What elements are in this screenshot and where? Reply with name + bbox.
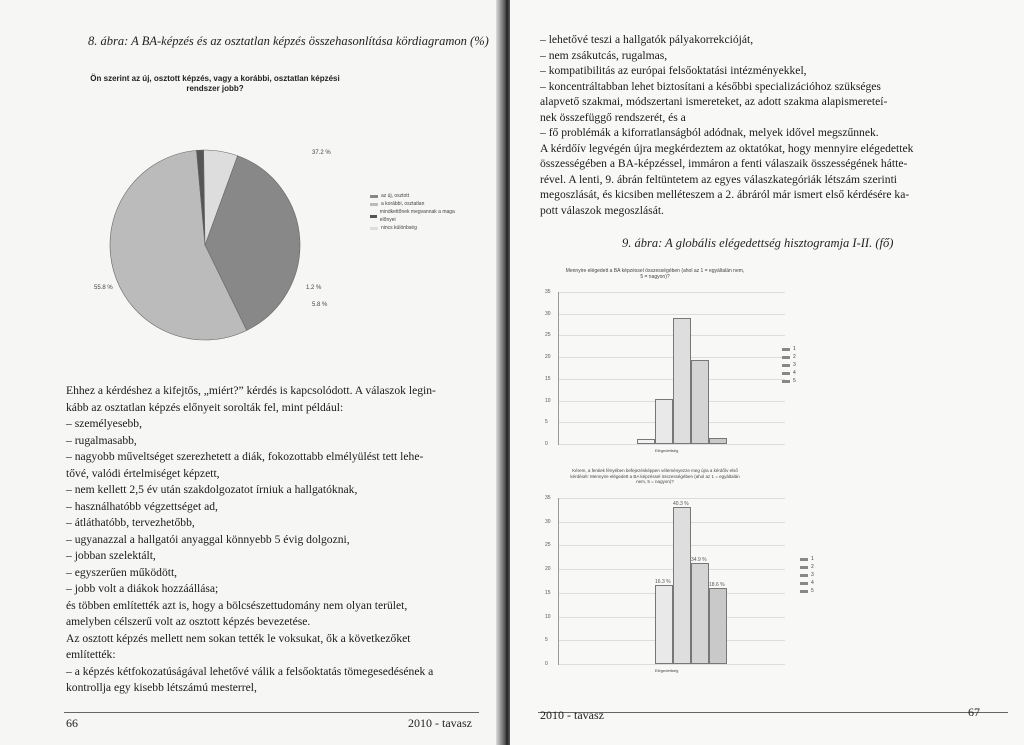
chart2-title	[545, 468, 765, 485]
footer-rule-right	[538, 712, 1008, 713]
y-tick-label: 5	[545, 637, 548, 644]
legend-label: 4	[793, 370, 796, 376]
text-line: és többen említették azt is, hogy a bölcsészettudomány nem olyan terület,	[66, 598, 408, 612]
legend-label: 3	[793, 362, 796, 368]
gridline	[559, 545, 785, 546]
legend-swatch	[370, 203, 378, 206]
pie-label-a: 37.2 %	[312, 150, 331, 156]
histogram-bar	[691, 360, 709, 445]
y-tick-label: 25	[545, 542, 551, 549]
legend-item	[800, 555, 814, 563]
text-line: – koncentráltabban lehet biztosítani a későbbi specializációhoz szükséges	[540, 79, 881, 93]
bar-value-label: 40.3 %	[673, 501, 689, 508]
gridline	[559, 444, 785, 445]
text-line: – nagyobb műveltséget szerezhetett a diák, fokozottabb elmélyülést tett lehe-	[66, 450, 424, 463]
text-line: – személyesebb,	[66, 417, 142, 430]
legend-swatch	[782, 372, 790, 375]
legend-label: 5	[793, 378, 796, 384]
legend-label: nincs különbség	[381, 225, 417, 231]
histogram-2	[545, 495, 785, 667]
legend-label: 2	[793, 354, 796, 360]
histogram-bar	[637, 439, 655, 444]
y-tick-label: 0	[545, 661, 548, 667]
text-line: amelyben célszerű volt az osztott képzés bevezetése.	[66, 615, 311, 628]
histogram-bar	[673, 507, 691, 664]
legend-label: 1	[811, 556, 814, 562]
text-line: összességében a BA-képzéssel, immáron a fenti válaszaik összességének hátte-	[540, 157, 908, 170]
bar-value-label: 16.3 %	[655, 578, 671, 585]
histogram-bar	[691, 563, 709, 664]
text-line: – jobb volt a diákok hozzáállása;	[66, 582, 219, 595]
histogram-2-legend	[800, 555, 814, 595]
histogram-bar	[709, 588, 727, 664]
histogram-1-legend	[782, 345, 796, 385]
y-tick-label: 15	[545, 375, 551, 382]
pie-chart	[100, 140, 310, 350]
footer-rule	[64, 712, 479, 713]
text-line: – nem kellett 2,5 év után szakdolgozatot írniuk a hallgatóknak,	[66, 483, 358, 496]
pie-label-d: 5.8 %	[312, 302, 328, 308]
left-page	[0, 0, 502, 745]
gridline	[559, 569, 785, 570]
legend-label: 1	[793, 346, 796, 352]
text-line: – használhatóbb végzettséget ad,	[66, 499, 218, 513]
legend-swatch	[800, 558, 808, 561]
legend-item	[800, 587, 814, 595]
text-line: kább az osztatlan képzés előnyeit sorolták fel, mint például:	[66, 400, 344, 414]
legend-swatch	[782, 348, 790, 351]
text-line: – nem zsákutcás, rugalmas,	[540, 48, 668, 62]
gridline	[559, 357, 785, 358]
gridline	[559, 664, 785, 665]
chart1-title	[545, 268, 765, 280]
text-line: – fő problémák a kiforratlanságból adódnak, melyek idővel megszűnnek.	[540, 126, 879, 139]
legend-swatch	[370, 195, 378, 198]
legend-swatch	[370, 215, 377, 218]
legend-item	[370, 224, 458, 232]
y-tick-label: 15	[545, 589, 551, 596]
legend-label: mindkettőnek megvannak a maga előnyei	[379, 209, 455, 223]
legend-label: az új, osztott	[381, 193, 410, 199]
right-page	[510, 0, 1024, 745]
gridline	[559, 379, 785, 380]
legend-item	[800, 563, 814, 571]
chart1-xlabel: Elégedettség	[655, 448, 679, 453]
footer-issue: 2010 - tavasz	[408, 716, 472, 730]
legend-swatch	[370, 227, 378, 230]
legend-item	[370, 200, 458, 208]
text-line: – jobban szelektált,	[66, 549, 156, 562]
histogram-bar	[655, 399, 673, 444]
footer-issue-right: 2010 - tavasz	[540, 708, 604, 722]
histogram-bar	[655, 585, 673, 664]
gridline	[559, 522, 785, 523]
text-line: – rugalmasabb,	[66, 433, 137, 447]
legend-swatch	[782, 364, 790, 367]
y-tick-label: 20	[545, 354, 551, 361]
text-line: – kompatibilitás az európai felsőoktatási intézményekkel,	[540, 64, 807, 77]
chart1-title-line-2: 5 = nagyon)?	[640, 274, 670, 280]
pie-question	[90, 74, 340, 94]
y-tick-label: 20	[545, 566, 551, 573]
text-line: – lehetővé teszi a hallgatók pályakorrekcióját,	[540, 33, 754, 46]
legend-label: 4	[811, 580, 814, 586]
y-tick-label: 10	[545, 397, 551, 404]
y-tick-label: 10	[545, 613, 551, 620]
legend-swatch	[800, 566, 808, 569]
text-line: pott válaszok megoszlását.	[540, 203, 664, 217]
legend-item	[370, 192, 458, 200]
y-tick-label: 30	[545, 310, 551, 317]
y-tick-label: 25	[545, 332, 551, 339]
bar-value-label: 18.6 %	[709, 582, 725, 588]
histogram-bar	[673, 318, 691, 444]
legend-item	[782, 377, 796, 385]
chart2-title-line-2: kérdését: Mennyire elégedett a BA képzéssel összességében (ahol az 1 = egyáltalán	[570, 473, 740, 479]
legend-item	[782, 353, 796, 361]
text-line: Az osztott képzés mellett nem sokan tették le voksukat, ők a következőket	[66, 631, 411, 645]
gridline	[559, 498, 785, 499]
chart1-title-line-1: Mennyire elégedett a BA képzéssel összességében (ahol az 1 = egyáltalán nem,	[565, 268, 745, 274]
bar-value-label: 34.9 %	[691, 556, 707, 563]
legend-item	[800, 579, 814, 587]
pie-question-line-2: rendszer jobb?	[186, 84, 244, 93]
histogram-1	[545, 289, 785, 447]
figure-9-caption: 9. ábra: A globális elégedettség hisztogramja I-II. (fő)	[622, 236, 894, 250]
y-tick-label: 35	[545, 495, 551, 501]
y-tick-label: 0	[545, 441, 548, 447]
gridline	[559, 292, 785, 293]
y-tick-label: 5	[545, 419, 548, 426]
text-line: nek összefüggő rendszerét, és a	[540, 110, 686, 124]
legend-item	[782, 369, 796, 377]
pie-legend	[370, 192, 458, 232]
text-line: említették:	[66, 648, 116, 661]
text-line: kontrollja egy kisebb létszámú mesterrel,	[66, 681, 257, 694]
text-line: – ugyanazzal a hallgatói anyaggal könnyebb 5 évig dolgozni,	[66, 532, 350, 546]
legend-swatch	[782, 356, 790, 359]
legend-item	[800, 571, 814, 579]
text-line: tővé, valódi értelmiséget képzett,	[66, 466, 220, 480]
y-tick-label: 35	[545, 289, 551, 295]
histogram-bar	[709, 438, 727, 444]
pie-label-b: 55.8 %	[94, 285, 113, 291]
y-tick-label: 30	[545, 518, 551, 525]
text-line: Ehhez a kérdéshez a kifejtős, „miért?” kérdés is kapcsolódott. A válaszok legin-	[66, 384, 436, 397]
legend-swatch	[782, 380, 790, 383]
chart2-xlabel: Elégedettség	[655, 668, 679, 673]
text-line: – egyszerűen működött,	[66, 565, 178, 579]
page-number: 66	[66, 716, 78, 730]
legend-item	[370, 208, 458, 224]
legend-item	[782, 345, 796, 353]
text-line: – a képzés kétfokozatúságával lehetővé válik a felsőoktatás tömegesedésének a	[66, 664, 434, 678]
legend-swatch	[800, 582, 808, 585]
text-line: – átláthatóbb, tervezhetőbb,	[66, 516, 195, 529]
gridline	[559, 335, 785, 336]
chart2-title-line-3: nem, 5 = nagyon)?	[636, 479, 674, 484]
pie-question-line-1: Ön szerint az új, osztott képzés, vagy a korábbi, osztatlan képzési	[90, 74, 340, 83]
page-number-right: 67	[968, 705, 980, 719]
chart2-title-line-1: Kérem, a fentiek fényében befejezésképpen véleményezze meg újra a kérdőív első	[572, 468, 738, 473]
text-line: rével. A lenti, 9. ábrán feltüntetem az egyes válaszkategóriák létszám szerinti	[540, 172, 898, 186]
legend-item	[782, 361, 796, 369]
legend-label: 3	[811, 572, 814, 578]
text-line: A kérdőív legvégén újra megkérdeztem az oktatókat, hogy mennyire elégedettek	[540, 141, 914, 155]
legend-swatch	[800, 574, 808, 577]
text-line: alapvető szakmai, módszertani ismereteket, az adott szakma alapismereteí-	[540, 95, 888, 108]
legend-label: 5	[811, 588, 814, 594]
legend-label: 2	[811, 564, 814, 570]
legend-swatch	[800, 590, 808, 593]
text-line: megoszlását, és kicsiben melléteszem a 2. ábráról már ismert első kérdésére ka-	[540, 188, 910, 201]
figure-8-caption: 8. ábra: A BA-képzés és az osztatlan képzés összehasonlítása kördiagramon (%)	[88, 34, 489, 48]
gridline	[559, 314, 785, 315]
legend-label: a korábbi, osztatlan	[381, 201, 425, 207]
pie-label-c: 1.2 %	[306, 285, 322, 291]
